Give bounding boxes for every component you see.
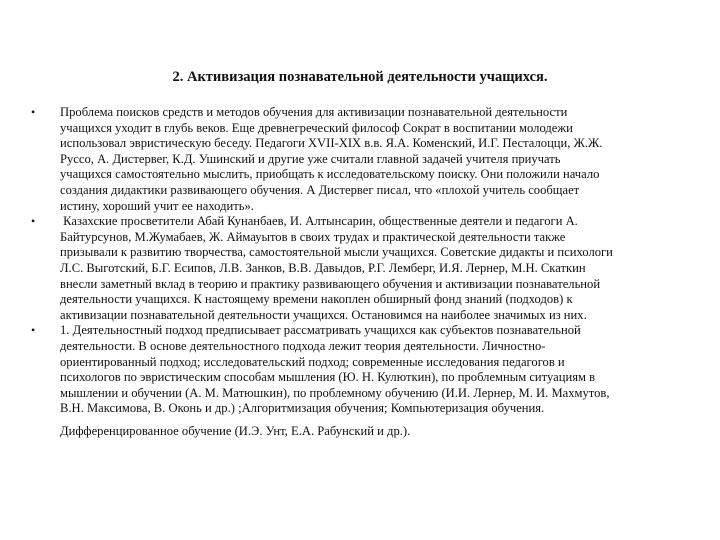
bullet-icon: • [31,323,36,338]
text-line: деятельности учащихся. К настоящему времени накоплен обширный фонд знаний (подходов) к [60,292,573,307]
bullet-icon: • [31,105,36,119]
slide-title: 2. Активизация познавательной деятельности учащихся. [172,69,548,85]
bullet-text [60,323,710,417]
text-line: психологов по эвристическим способам мышления (Ю. Н. Кулюткин), по проблемным ситуациям в [60,370,596,385]
text-line: активизации познавательной деятельности учащихся. Остановимся на наиболее значимых из них. [60,307,587,322]
bullet-text [60,214,710,323]
footer-paragraph: Дифференцированное обучение (И.Э. Унт, Е.А. Рабунский и др.). [60,423,411,438]
text-line: учащихся уходит в глубь веков. Еще древнегреческий философ Сократ в воспитании молодежи [60,120,573,135]
text-line: ориентированный подход; исследовательский подход; современные исследования педагогов и [60,354,565,369]
slide-body [0,105,720,439]
text-line: Руссо, А. Дистервег, К.Д. Ушинский и другие уже считали главной задачей учителя приучать [60,151,561,166]
bullet-text [60,105,710,214]
text-line: деятельности. В основе деятельностного подхода лежит теория деятельности. Личностно- [60,338,546,353]
text-line: создания дидактики развивающего обучения. А Дистервег писал, что «плохой учитель сообщает [60,182,580,197]
text-line: Л.С. Выготский, Б.Г. Есипов, Л.В. Занков, В.В. Давыдов, Р.Г. Лемберг, И.Я. Лернер, М.Н. Скаткин [60,260,586,275]
text-line: Казахские просветители Абай Кунанбаев, И. Алтынсарин, общественные деятели и педагоги А. [60,214,578,229]
text-line: Байтурсунов, М.Жумабаев, Ж. Аймауытов в своих трудах и практической деятельности также [60,229,566,244]
text-line: призывали к развитию творчества, самостоятельной мысли учащихся. Советские дидакты и психологи [60,245,613,260]
text-line: Проблема поисков средств и методов обучения для активизации познавательной деятельности [60,105,568,119]
text-line: 1. Деятельностный подход предписывает рассматривать учащихся как субъектов познавательной [60,323,581,338]
bullet-icon: • [31,214,36,229]
text-line: мышлении и обучении (А. М. Матюшкин), по проблемному обучению (И.И. Лернер, М. И. Махмутов, [60,385,610,400]
bullet-item-2 [0,214,720,323]
text-line: учащихся самостоятельно мыслить, приобщать к исследовательскому поиску. Они положили начало [60,167,600,182]
bullet-item-1 [0,105,720,214]
text-line: использовал эвристическую беседу. Педагоги XVII-XIX в.в. Я.А. Коменский, И.Г. Песталоцци, Ж.Ж. [60,136,603,151]
text-line: внесли заметный вклад в теорию и практику развивающего обучения и активизации познавательной [60,276,601,291]
text-line: истину, хороший учит ее находить». [60,198,254,213]
bullet-item-3 [0,323,720,417]
text-line: В.Н. Максимова, В. Оконь и др.) ;Алгоритмизация обучения; Компьютеризация обучения. [60,401,545,416]
